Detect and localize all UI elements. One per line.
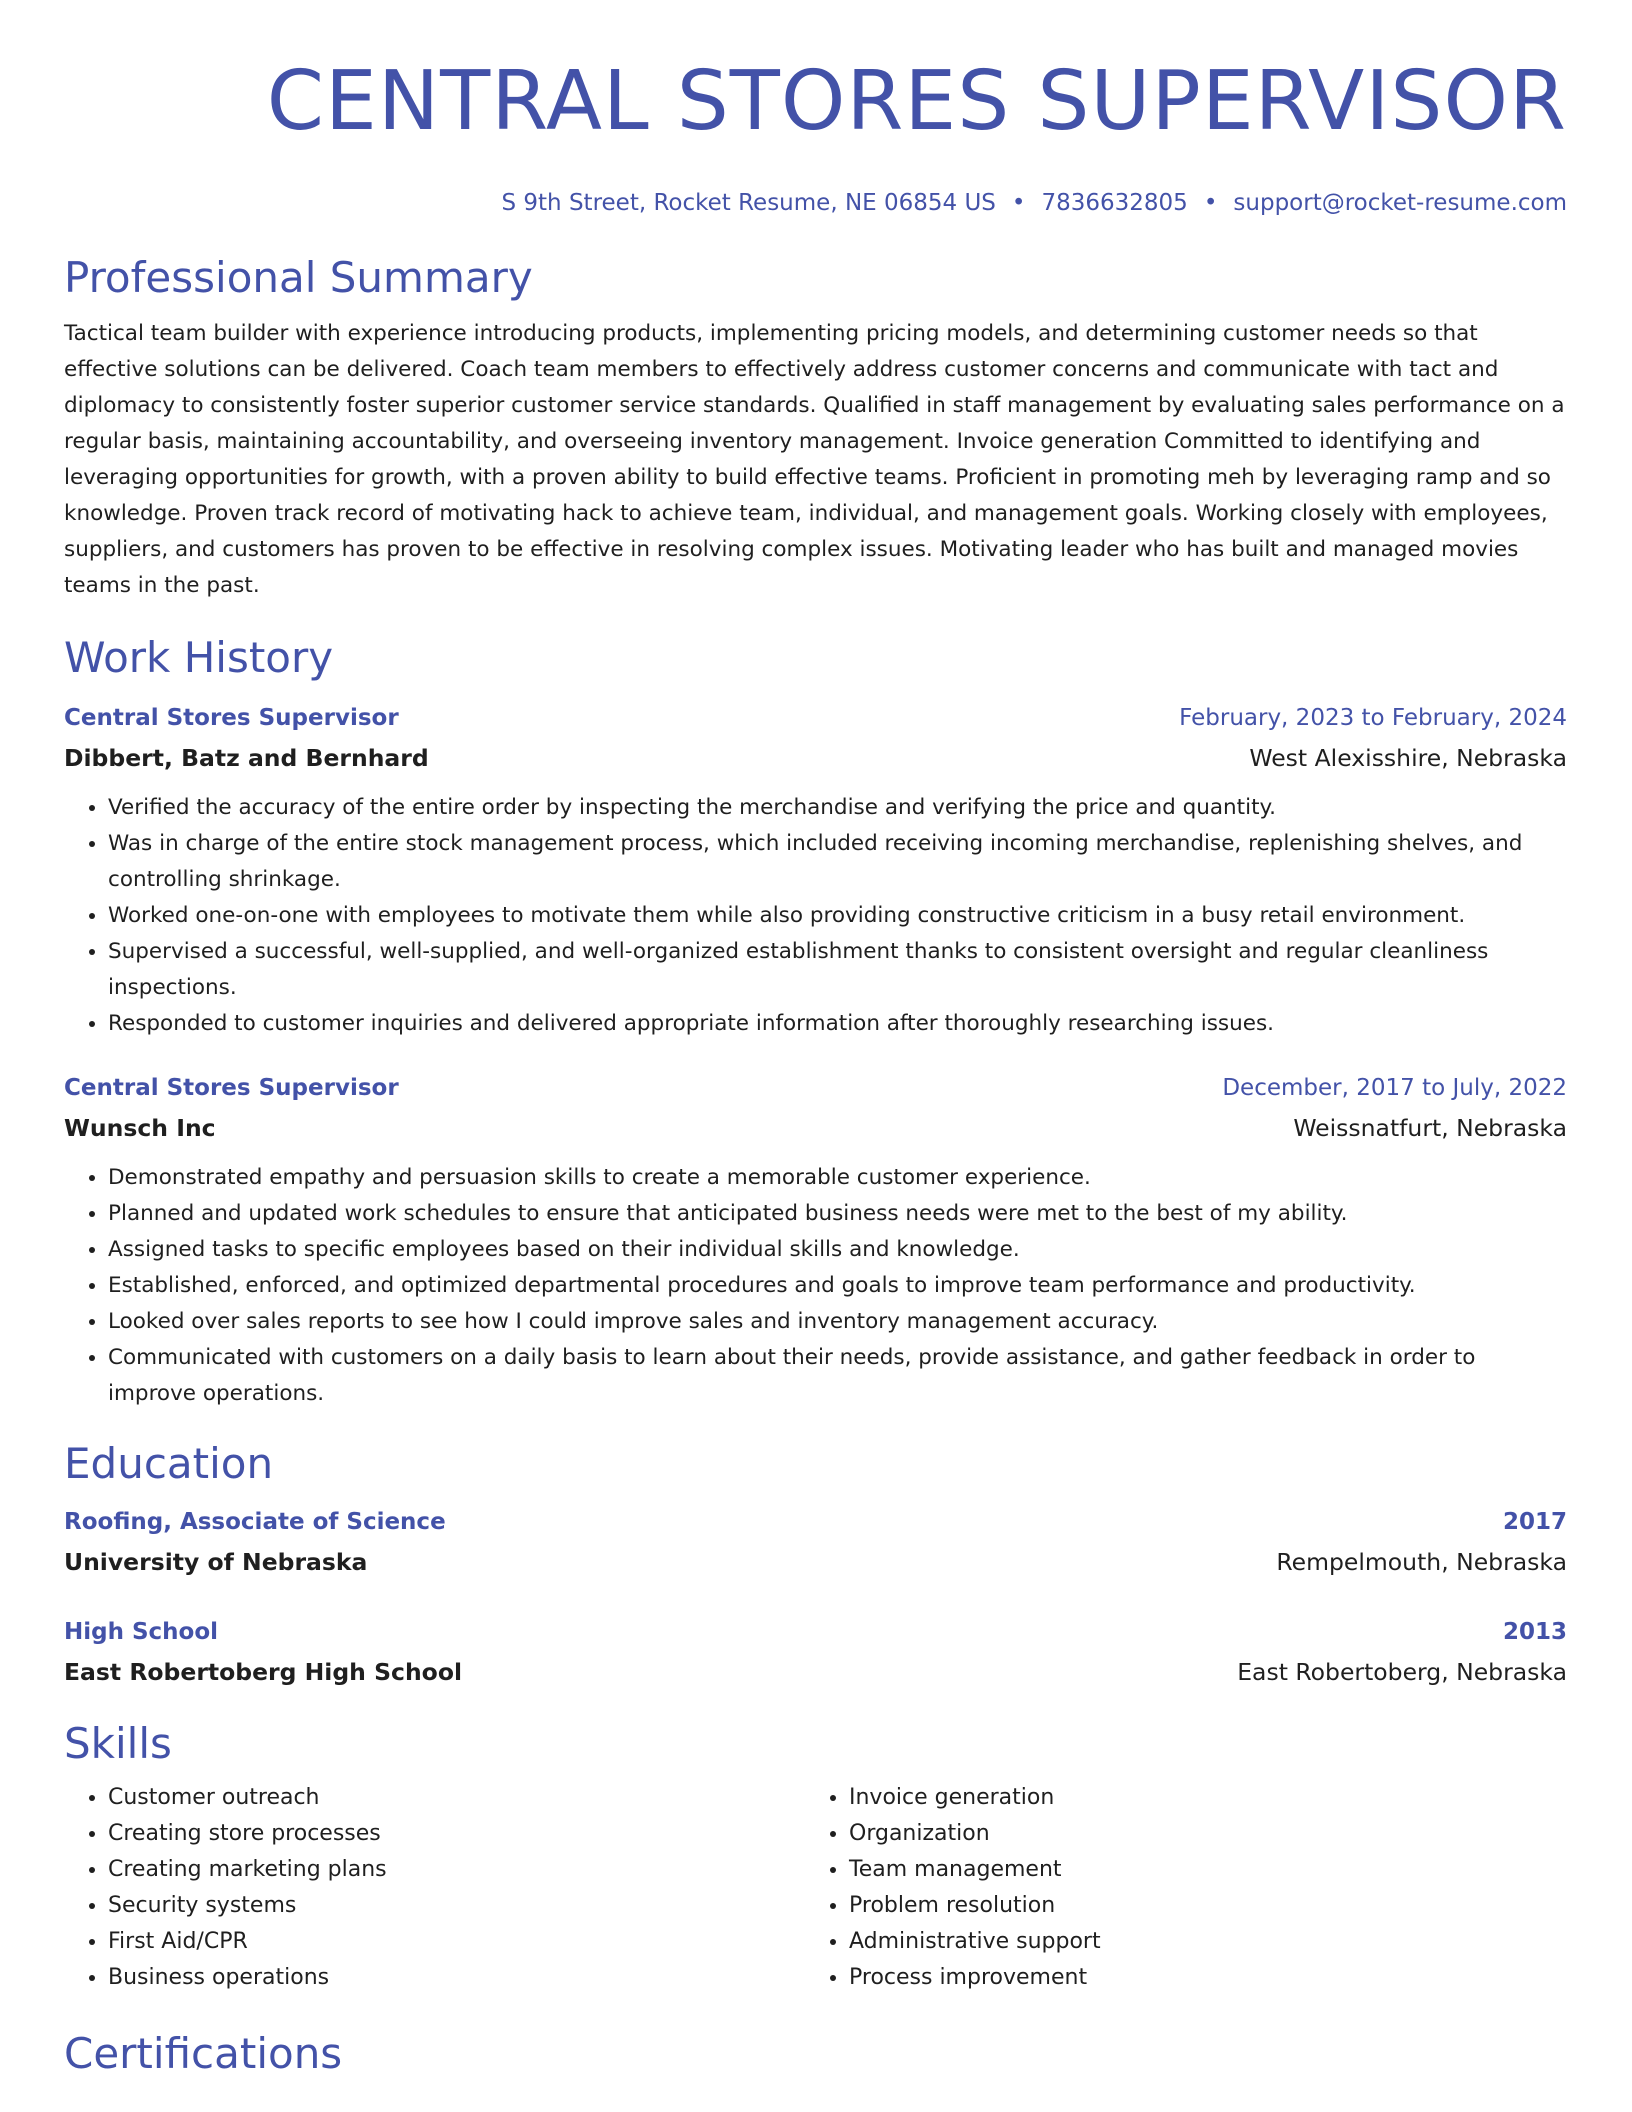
skill-item: • Organization bbox=[849, 1816, 1549, 1852]
skill-item: • Administrative support bbox=[849, 1924, 1549, 1960]
job-bullet: • Responded to customer inquiries and delivered appropriate information after thoroughly researching issues. bbox=[108, 1006, 1567, 1042]
education-entry bbox=[64, 1612, 1567, 1692]
skill-item: • Problem resolution bbox=[849, 1888, 1549, 1924]
job-entry bbox=[64, 1068, 1567, 1412]
section-title-work-history: Work History bbox=[64, 633, 334, 682]
resume-name: CENTRAL STORES SUPERVISOR bbox=[266, 54, 1567, 149]
section-title-skills: Skills bbox=[64, 1719, 172, 1768]
contact-separator: • bbox=[1011, 190, 1026, 216]
skill-item: • Invoice generation bbox=[849, 1780, 1549, 1816]
contact-address: S 9th Street, Rocket Resume, NE 06854 US bbox=[501, 190, 996, 216]
job-bullets bbox=[64, 1160, 1567, 1412]
job-bullet: • Verified the accuracy of the entire order by inspecting the merchandise and verifying the price and quantity. bbox=[108, 790, 1567, 826]
education-school: University of Nebraska bbox=[64, 1548, 368, 1576]
section-title-summary: Professional Summary bbox=[64, 253, 533, 302]
section-title-certifications: Certifications bbox=[64, 2029, 343, 2078]
job-role: Central Stores Supervisor bbox=[64, 1075, 399, 1101]
job-bullet: • Established, enforced, and optimized departmental procedures and goals to improve team performance and productivity. bbox=[108, 1268, 1567, 1304]
education-school-row bbox=[64, 1652, 1567, 1692]
skill-item: • Creating marketing plans bbox=[108, 1852, 805, 1888]
job-bullet: • Communicated with customers on a daily basis to learn about their needs, provide assistance, and gather feedback in order to improve operations. bbox=[108, 1340, 1567, 1412]
job-header-row bbox=[64, 1068, 1567, 1108]
education-location: East Robertoberg, Nebraska bbox=[1237, 1658, 1567, 1686]
education-degree: High School bbox=[64, 1619, 219, 1645]
job-bullet: • Demonstrated empathy and persuasion skills to create a memorable customer experience. bbox=[108, 1160, 1567, 1196]
education-school-row bbox=[64, 1542, 1567, 1582]
education-header-row bbox=[64, 1502, 1567, 1542]
skills-grid bbox=[64, 1780, 1567, 1996]
skill-item: • Team management bbox=[849, 1852, 1549, 1888]
skill-item: • Security systems bbox=[108, 1888, 805, 1924]
job-company-row bbox=[64, 1108, 1567, 1148]
contact-separator: • bbox=[1203, 190, 1218, 216]
education-year: 2017 bbox=[1502, 1509, 1567, 1535]
education-degree: Roofing, Associate of Science bbox=[64, 1509, 446, 1535]
job-company: Wunsch Inc bbox=[64, 1114, 216, 1142]
education-location: Rempelmouth, Nebraska bbox=[1276, 1548, 1567, 1576]
job-dates: December, 2017 to July, 2022 bbox=[1222, 1075, 1567, 1101]
contact-line bbox=[64, 188, 1567, 218]
skill-item: • Creating store processes bbox=[108, 1816, 805, 1852]
job-company: Dibbert, Batz and Bernhard bbox=[64, 744, 429, 772]
job-dates: February, 2023 to February, 2024 bbox=[1179, 705, 1567, 731]
job-bullet: • Assigned tasks to specific employees based on their individual skills and knowledge. bbox=[108, 1232, 1567, 1268]
job-bullets bbox=[64, 790, 1567, 1042]
job-entry bbox=[64, 698, 1567, 1042]
skill-item: • First Aid/CPR bbox=[108, 1924, 805, 1960]
skills-column-right bbox=[805, 1780, 1549, 1996]
contact-email[interactable]: support@rocket-resume.com bbox=[1233, 190, 1567, 216]
skill-item: • Business operations bbox=[108, 1960, 805, 1996]
education-year: 2013 bbox=[1502, 1619, 1567, 1645]
job-bullet: • Worked one-on-one with employees to motivate them while also providing constructive criticism in a busy retail environment. bbox=[108, 898, 1567, 934]
skill-item: • Process improvement bbox=[849, 1960, 1549, 1996]
contact-phone: 7836632805 bbox=[1041, 190, 1188, 216]
job-bullet: • Was in charge of the entire stock management process, which included receiving incoming merchandise, replenishing shelves, and controlling shrinkage. bbox=[108, 826, 1567, 898]
job-header-row bbox=[64, 698, 1567, 738]
education-school: East Robertoberg High School bbox=[64, 1658, 463, 1686]
education-header-row bbox=[64, 1612, 1567, 1652]
section-title-education: Education bbox=[64, 1439, 274, 1488]
education-entry bbox=[64, 1502, 1567, 1582]
job-company-row bbox=[64, 738, 1567, 778]
job-location: West Alexisshire, Nebraska bbox=[1249, 744, 1567, 772]
job-bullet: • Planned and updated work schedules to ensure that anticipated business needs were met to the best of my ability. bbox=[108, 1196, 1567, 1232]
summary-text: Tactical team builder with experience introducing products, implementing pricing models, and determining customer needs so that effective solutions can be delivered. Coach team members to effectively address customer concerns and communicate with tact and diplomacy to consistently foster superior customer service standards. Qualified in staff management by evaluating sales performance on a regular basis, maintaining accountability, and overseeing inventory management. Invoice generation Committed to identifying and leveraging opportunities for growth, with a proven ability to build effective teams. Proficient in promoting meh by leveraging ramp and so knowledge. Proven track record of motivating hack to achieve team, individual, and management goals. Working closely with employees, suppliers, and customers has proven to be effective in resolving complex issues. Motivating leader who has built and managed movies teams in the past. bbox=[64, 321, 1565, 598]
job-role: Central Stores Supervisor bbox=[64, 705, 399, 731]
job-bullet: • Supervised a successful, well-supplied, and well-organized establishment thanks to consistent oversight and regular cleanliness inspections. bbox=[108, 934, 1567, 1006]
job-location: Weissnatfurt, Nebraska bbox=[1293, 1114, 1567, 1142]
skill-item: • Customer outreach bbox=[108, 1780, 805, 1816]
skills-column-left bbox=[64, 1780, 805, 1996]
resume-page bbox=[64, 0, 1567, 2080]
job-bullet: • Looked over sales reports to see how I could improve sales and inventory management accuracy. bbox=[108, 1304, 1567, 1340]
